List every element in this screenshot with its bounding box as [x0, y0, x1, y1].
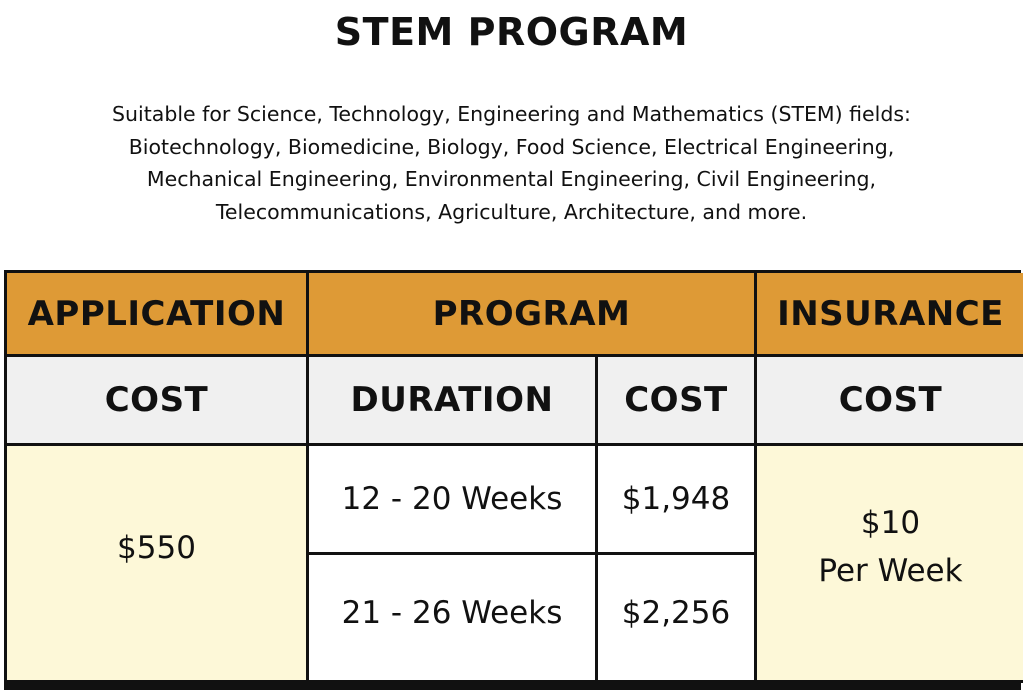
program-duration-value: 21 - 26 Weeks: [309, 555, 598, 683]
program-description: [20, 98, 1003, 228]
application-cost-subheader: COST: [7, 357, 309, 446]
insurance-unit: Per Week: [818, 553, 963, 589]
insurance-cost-subheader: COST: [757, 357, 1023, 446]
insurance-cost-value: [757, 446, 1023, 683]
program-cost-value: $1,948: [598, 446, 757, 555]
description-line: Mechanical Engineering, Environmental Engineering, Civil Engineering,: [146, 167, 877, 191]
pricing-table: [4, 270, 1021, 690]
description-line: Biotechnology, Biomedicine, Biology, Food Science, Electrical Engineering,: [128, 134, 895, 159]
program-duration-value: 12 - 20 Weeks: [309, 446, 598, 555]
page-title: STEM PROGRAM: [334, 10, 689, 54]
application-cost-value: $550: [7, 446, 309, 683]
program-header: PROGRAM: [309, 273, 757, 357]
program-duration-subheader: DURATION: [309, 357, 598, 446]
insurance-amount: $10: [860, 505, 921, 541]
description-line: Telecommunications, Agriculture, Architecture, and more.: [215, 199, 808, 224]
program-cost-value: $2,256: [598, 555, 757, 683]
program-cost-subheader: COST: [598, 357, 757, 446]
application-header: APPLICATION: [7, 273, 309, 357]
insurance-header: INSURANCE: [757, 273, 1023, 357]
description-line: Suitable for Science, Technology, Engineering and Mathematics (STEM) fields:: [112, 102, 911, 126]
